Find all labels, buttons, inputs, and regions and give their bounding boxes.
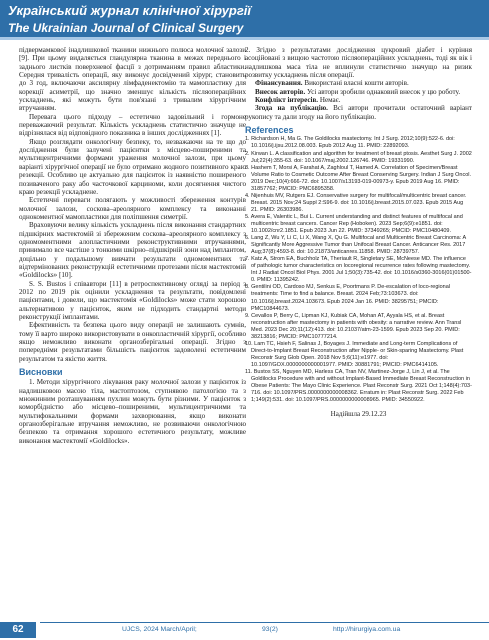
reference-item: 3. Hashem T, Morsi A, Farahat A, Zaghloul T, Hamed A. Correlation of Specimen/Breast Volume Ratio to Cosmetic Outcome After Breast Conserving Surgery. Indian J Surg Oncol. 2019 Dec;10(4):666-72. doi: 10.1007/s13193-019-00973-y. Epub 2019 Aug 16. PMID: 31857762; PMCID: PMC6895358. [245, 164, 471, 192]
reference-item: 5. Avera E, Valentic L, Bui L. Current understanding and distinct features of multifocal and multicentric breast cancers. Cancer Rep (Hoboken). 2023 Sep;6(9):e1851. doi: 10.1002/cnr2.1851. Epub 2023 Jun 22. PMID: 37349265; PMCID: PMC10480409. [245, 213, 463, 235]
contribution-statement [245, 88, 472, 96]
footer-url: http://hirurgiya.com.ua [333, 626, 401, 633]
paragraph: Естетичні переваги полягають у можливості збереження контурів молочної залози, соскова–ареолярного комплексу та виконанні однокоментної мамопластики для поліпшення симетрії. [19, 196, 246, 221]
reference-item: 9. Cevallos P, Berry C, Lipman KJ, Kubiak CA, Mohan AT, Ayyala HS, et al. Breast reconstruction after mastectomy in patients with obesity: a narrative review. Ann Transl Med. 2023 Dec 20;11(12):413. doi: 10.21037/atm-23-1599. Epub 2023 Sep 20. PMID: 38213816; PMCID: PMC10777214. [245, 312, 462, 340]
reference-item: 10. Lam TC, Hsieh F, Salinas J, Boyages J. Immediate and Long-term Complications of Direct-to-Implant Breast Reconstruction after Nipple- or Skin-sparing Mastectomy. Plast Reconstr Surg Glob Open. 2018 Nov 5;6(11):e1977. doi: 10.1097/GOX.0000000000001977. PMID: 30881791; PMCID: PMC6414105. [245, 340, 464, 368]
paragraph: Перевага цього підходу – естетично задовільний і гормоне переважаючий результат. Кількість ускладнень статистично значуще не відрізнялася від відповідного показника в інших дослідженнях [1]. [19, 112, 246, 138]
footer-journal: UJCS, 2024 March/April; [122, 626, 197, 633]
reference-list [245, 136, 472, 404]
reference-item: 11. Bustos SS, Nguyen MD, Harless CA, Tran NV, Martinez-Jorge J, Lin J, et al. The Goldilocks Procedure with and without Implant-Based Immediate Breast Reconstruction in Obese Patients: The Mayo Clinic Experience. Plast Reconstr Surg. 2021 Oct 1;148(4):703-716. doi: 10.1097/PRS.0000000000008362. Erratum in: Plast Reconstr Surg. 2022 Feb 1;149(2):531. doi: 10.1097/PRS.0000000000008965. PMID: 34550922. [245, 368, 472, 404]
funding-text: Використані власні кошти авторів. [302, 79, 409, 88]
consent-statement [245, 104, 472, 121]
section-heading-conclusions: Висновки [19, 367, 63, 378]
header-band [0, 37, 489, 40]
paragraph: 1. Методи хірургічного лікування раку молочної залози у пацієнток із надлишковою масою тіла, мастоптозом, ступнявою патологією та з множинним розташуванням пухлин можуть бути різними. У пацієнток з коморбідністю або місцево–поширеними, мультицентричними та мультифокальними формами захворювання, якщо виконати органозберігальне втручання неможливо, не розвиваючи онкологічною безпекою та отримання хорошого естетичного результату, можливе виконання мастектомії «Goldilocks». [19, 378, 246, 445]
conflict-text: Немає. [318, 96, 341, 105]
received-date: Надійшла 29.12.23 [330, 410, 387, 419]
reference-item: 2. Kirwan L. A classification and algorithm for treatment of breast ptosis. Aesthet Surg J. 2002 Jul;22(4):355-63. doi: 10.1067/maj.2002.126746. PMID: 19331990. [245, 150, 472, 164]
right-column [245, 46, 472, 419]
conflict-label: Конфлікт інтересів. [255, 96, 319, 105]
paragraph: Враховуючи велику кількість ускладнень після виконання стандартних підшкірних мастектомій зі збереженим соскова–ареолярного комплексу з одномоментними алопластичними реконструктивними втручаннями, принимало все частіше з тонкими шкірно–підшкірній зони над імплантом, доцільно у подальшому вивчати результати одномоментних та відтермінованих реконструкцій естетичними протезами після мастектомій «Goldilocks» [10]. [19, 221, 246, 280]
journal-title-ua: Український журнал клінічної хірургії [8, 3, 252, 18]
funding-label: Фінансування. [255, 79, 303, 88]
conflict-statement [245, 96, 472, 104]
footer-rule [40, 622, 489, 623]
section-heading-references: References [245, 125, 294, 136]
reference-item: 4. Nijenhuis MV, Rutgers EJ. Conservative surgery for multifocal/multicentric breast cancer. Breast. 2015 Nov;24 Suppl 2:S96-9. doi: 10.1016/j.breast.2015.07.023. Epub 2015 Aug 21. PMID: 26303986. [245, 192, 467, 213]
funding-statement [245, 79, 472, 87]
paragraph: S. S. Bustos і співавтори [11] в ретроспективному огляді за період з 2012 по 2019 рік оцінили ускладнення та результати, повідомлені пацієнтами, і довели, що мастектомія «Goldilocks» може стати хорошою альтернативою у пацієнток, яким не підходить стандартні методи реконструкції імплантами. [19, 279, 246, 321]
footer-issue: 93(2) [262, 626, 278, 633]
paragraph: підвермамкової інадлишкової тканини нижнього полюса молочної залози [9]. При цьому видаляється гландулярна тканина в межах переднього і заднього листків поверхневої фасції з дотриманням правил абластики. Середня тривалість операції, яку виконує досвідчений хірург, становить до 3 год, включаючи аксилярну лімфаденектомію та мамопластику для корекції асиметрії, що значно зменшує кількість післяопераційних ускладнень, які можуть бути пов'язані з тривалим хірургічним втручанням. [19, 46, 246, 113]
consent-label: Згода на публікацію. [255, 104, 328, 113]
reference-item: 8. Gentilini OD, Cardoso MJ, Senkus E, Poortmans P. De-escalation of loco-regional treatments: Time to find a balance. Breast. 2024 Feb;73:103673. doi: 10.1016/j.breast.2024.103673. Epub 2024 Jan 16. PMID: 38295751; PMCID: PMC10844673. [245, 284, 451, 312]
reference-item: 6. Lang Z, Wu Y, Li C, Li X, Wang X, Qu G. Multifocal and Multicentric Breast Carcinoma: A Significantly More Aggressive Tumor than Unifocal Breast Cancer. Anticancer Res. 2017 Aug;37(8):4593-8. doi: 10.21873/anticanres.11858. PMID: 28739757. [245, 235, 466, 256]
paragraph: Якщо розглядати онкологічну безпеку, то, незважаючи на те що до дослідження були залучені пацієнтки з місцево-поширеними та мультицентричними формами ураження молочної залози, при цьому варіанті хірургічної операції не було отримано жодного позитивного краю резекції. Особливо це актуально для пацієнток із наявністю поширеного позиваченого раку або часточкової карциноми, коли досягнення чистого краю резекції ускладнене. [19, 137, 246, 196]
journal-header [0, 0, 489, 40]
contribution-label: Внесок авторів. [255, 87, 306, 96]
left-column [19, 46, 246, 445]
contribution-text: Усі автори зробили однаковий внесок у цю роботу. [305, 87, 461, 96]
page-footer [0, 620, 489, 640]
paragraph: Ефективність та безпека цього виду операції не залишають сумнів, тому її варто широко використовувати в онкопластичній хірургії, особливо якщо неможливо виконати органозберігальні операції. Згідно з попередніми результатами більшість пацієнток задоволені естетичним результатом та якістю життя. [19, 321, 246, 363]
reference-item: 1. Richardson H, Ma G. The Goldilocks mastectomy. Int J Surg. 2012;10(9):522-6. doi: 10.1016/j.ijsu.2012.08.003. Epub 2012 Aug 11. PMID: 22892093. [245, 136, 455, 150]
reference-item: 7. Katz A, Strom EA, Buchholz TA, Theriault R, Singletary SE, McNeese MD. The influence of pathologic tumor characteristics on locoregional recurrence rates following mastectomy. Int J Radiat Oncol Biol Phys. 2001 Jul 1;50(3):735-42. doi: 10.1016/s0360-3016(01)01500-0. PMID: 11395242. [245, 256, 472, 284]
consent-text: Всі автори прочитали остаточний варіант рукопису та дали згоду на його публікацію. [245, 104, 472, 121]
paragraph: 2. Згідно з результатами дослідження цукровий діабет і куріння асоційовані з вищою частотою післяопераційних ускладнень, тоді як вік і надлишкова маса тіла не вплинули статистично значущо на ризик розвитку ускладнень після операції. [245, 46, 472, 80]
journal-title-en: The Ukrainian Journal of Clinical Surgery [8, 21, 244, 35]
page-number: 62 [0, 622, 36, 638]
